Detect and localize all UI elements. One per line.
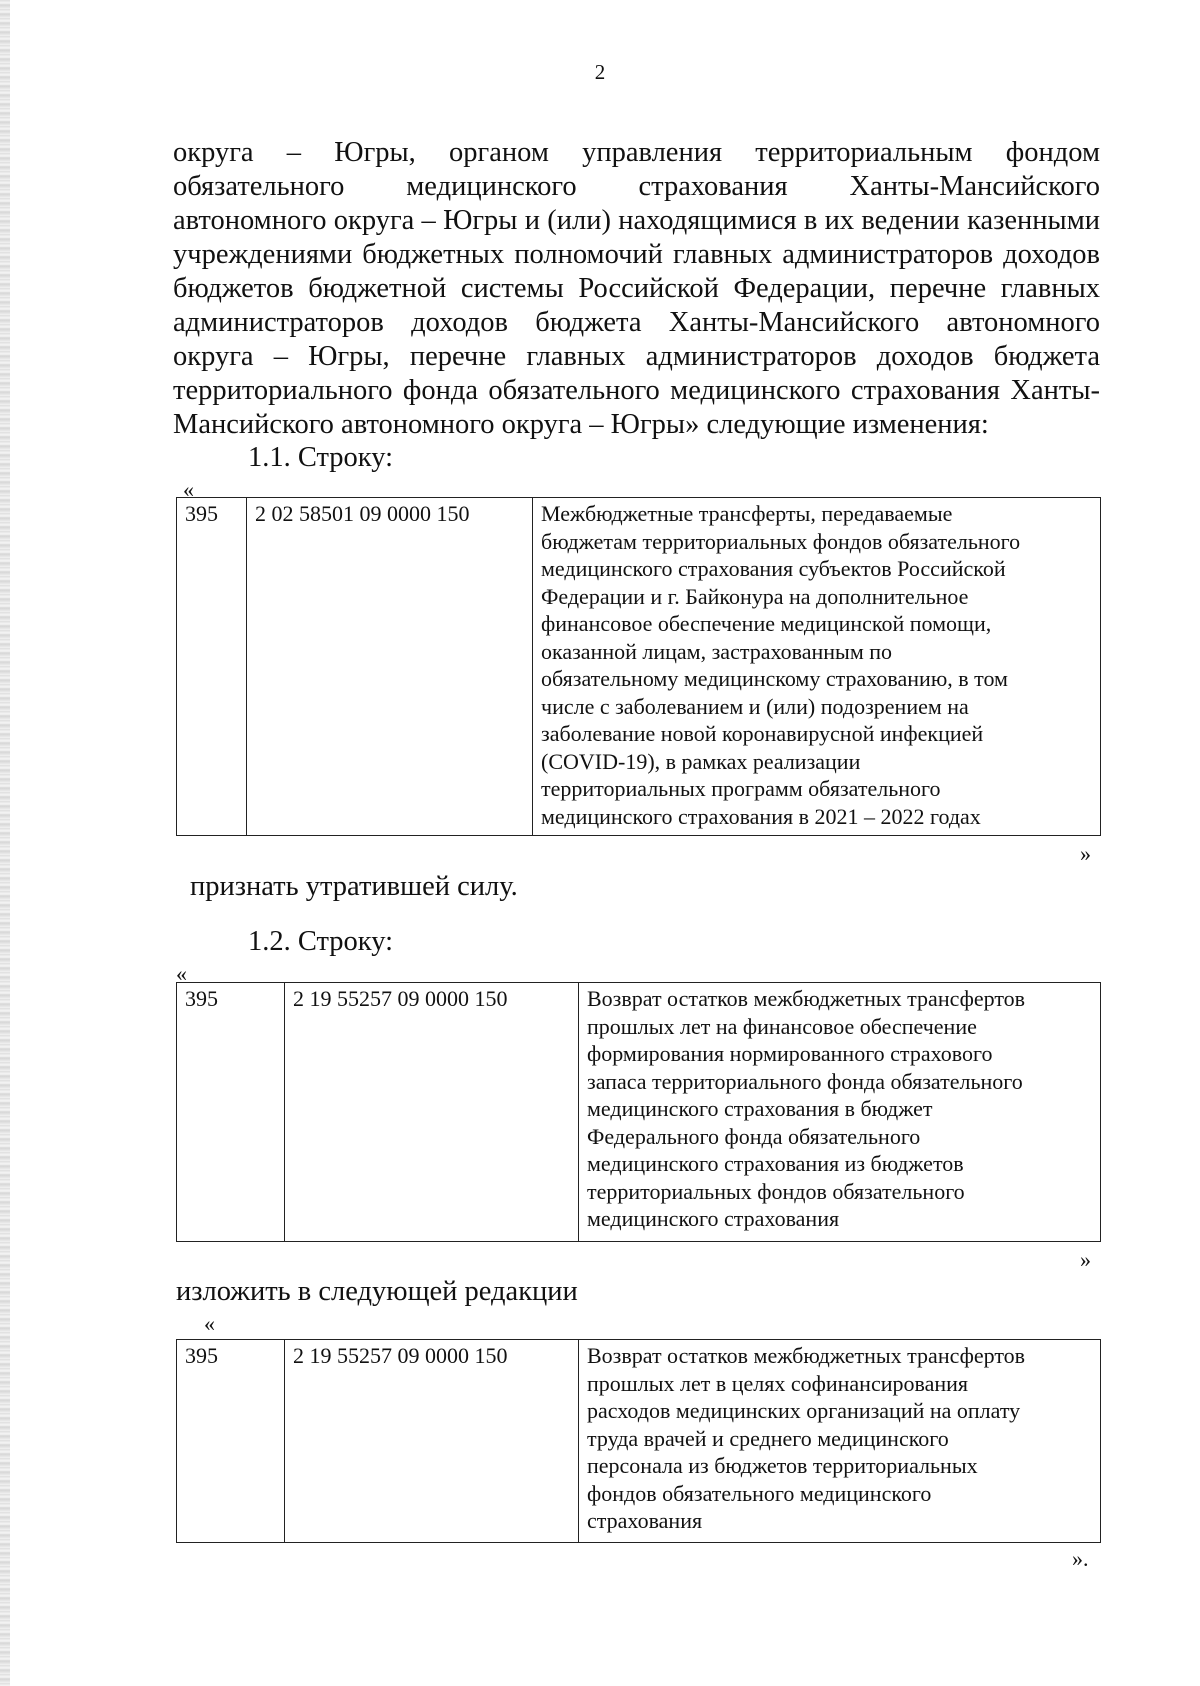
table-1-1 <box>176 497 1101 836</box>
page-number: 2 <box>594 60 606 84</box>
item-1-1-action: признать утратившей силу. <box>190 871 518 902</box>
intro-line: округа – Югры, перечне главных администраторов доходов бюджета <box>173 341 1100 372</box>
description-line: прошлых лет в целях софинансирования <box>587 1370 969 1396</box>
description-line: оказанной лицам, застрахованным по <box>541 638 893 664</box>
description-line: расходов медицинских организаций на оплату <box>587 1398 1021 1423</box>
description-line: запаса территориального фонда обязательного <box>587 1068 1023 1094</box>
description-line: Возврат остатков межбюджетных трансфертов <box>587 1343 1026 1368</box>
description-line: бюджетам территориальных фондов обязательного <box>541 528 1021 554</box>
description-line: труда врачей и среднего медицинского <box>587 1425 949 1451</box>
intro-line: учреждениями бюджетных полномочий главных администраторов доходов <box>173 239 1100 270</box>
description-line: медицинского страхования в 2021 – 2022 годах <box>541 803 981 829</box>
table-1-2-old <box>176 982 1101 1242</box>
item-1-1-heading: 1.1. Строку: <box>248 442 394 473</box>
description-line: Федерального фонда обязательного <box>587 1123 921 1149</box>
item-1-2-new-open-quote: « <box>204 1311 215 1336</box>
description-line: медицинского страхования <box>587 1206 840 1231</box>
description-cell <box>533 498 1101 836</box>
description-line: персонала из бюджетов территориальных <box>587 1453 978 1478</box>
description-line: числе с заболеванием и (или) подозрением на <box>541 693 969 719</box>
description-line: (COVID-19), в рамках реализации <box>541 748 861 774</box>
intro-line: администраторов доходов бюджета Ханты-Мансийского автономного <box>173 307 1100 338</box>
description-line: медицинского страхования в бюджет <box>587 1096 933 1121</box>
intro-line: обязательного медицинского страхования Ханты-Мансийского <box>173 171 1100 202</box>
code-cell: 395 <box>177 1340 285 1543</box>
description-line: медицинского страхования из бюджетов <box>587 1151 964 1176</box>
intro-line: бюджетов бюджетной системы Российской Федерации, перечне главных <box>173 273 1100 304</box>
kbk-cell: 2 19 55257 09 0000 150 <box>285 1340 579 1543</box>
table-1-2-new <box>176 1339 1101 1543</box>
description-cell <box>579 1340 1101 1543</box>
description-line: формирования нормированного страхового <box>587 1041 993 1066</box>
description-line: заболевание новой коронавирусной инфекцией <box>541 721 984 746</box>
description-line: страхования <box>587 1508 703 1533</box>
description-cell <box>579 983 1101 1242</box>
description-line: прошлых лет на финансовое обеспечение <box>587 1013 977 1039</box>
intro-line: территориального фонда обязательного медицинского страхования Ханты- <box>173 375 1100 406</box>
intro-line: автономного округа – Югры и (или) находящимися в их ведении казенными <box>173 205 1100 236</box>
scan-edge <box>0 0 10 1686</box>
code-cell: 395 <box>177 498 247 836</box>
description-line: Федерации и г. Байконура на дополнительное <box>541 583 969 609</box>
kbk-cell: 2 02 58501 09 0000 150 <box>247 498 533 836</box>
code-cell: 395 <box>177 983 285 1242</box>
description-line: финансовое обеспечение медицинской помощи, <box>541 611 992 636</box>
description-line: Возврат остатков межбюджетных трансфертов <box>587 986 1026 1011</box>
item-1-1-close-quote: » <box>1080 841 1091 866</box>
intro-line: округа – Югры, органом управления территориальным фондом <box>173 137 1100 168</box>
description-line: территориальных фондов обязательного <box>587 1178 965 1204</box>
table-row <box>177 1340 1101 1543</box>
intro-paragraph <box>173 136 1100 442</box>
description-line: Межбюджетные трансферты, передаваемые <box>541 501 953 526</box>
item-1-1-open-quote: « <box>183 477 194 502</box>
description-line: обязательному медицинскому страхованию, в том <box>541 666 1008 691</box>
description-line: фондов обязательного медицинского <box>587 1480 932 1506</box>
final-close-quote: ». <box>1072 1546 1089 1571</box>
kbk-cell: 2 19 55257 09 0000 150 <box>285 983 579 1242</box>
item-1-2-action: изложить в следующей редакции <box>176 1276 578 1307</box>
item-1-2-close-quote: » <box>1080 1247 1091 1272</box>
table-row <box>177 498 1101 836</box>
item-1-2-open-quote: « <box>176 961 187 986</box>
intro-line: Мансийского автономного округа – Югры» следующие изменения: <box>173 409 989 440</box>
description-line: медицинского страхования субъектов Российской <box>541 556 1006 581</box>
description-line: территориальных программ обязательного <box>541 776 941 801</box>
item-1-2-heading: 1.2. Строку: <box>248 926 394 957</box>
table-row <box>177 983 1101 1242</box>
